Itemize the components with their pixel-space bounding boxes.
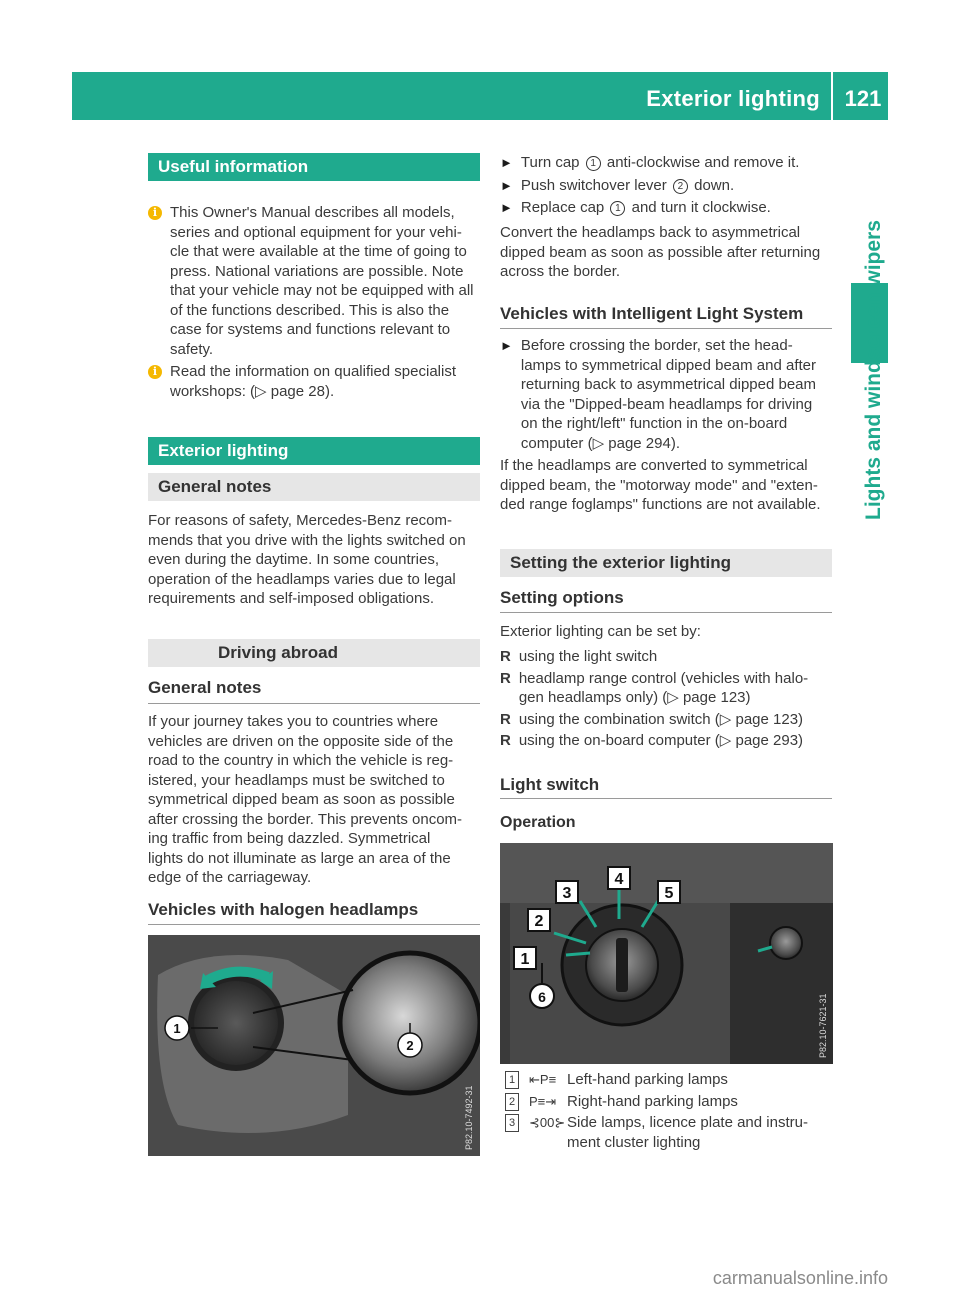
- callout-2: 2: [406, 1038, 414, 1053]
- note-manual-scope-text: [170, 203, 474, 359]
- footer-watermark: carmanualsonline.info: [712, 1268, 888, 1288]
- setting-options-list: [500, 647, 835, 753]
- bullet-item: [500, 710, 835, 730]
- text-line: cle that were available at the time of going to: [170, 243, 467, 260]
- header-title: Exterior lighting: [646, 86, 820, 111]
- text-line: using the light switch: [518, 648, 658, 665]
- driving-abroad-heading: Driving abroad: [148, 639, 480, 667]
- ils-step-text: [521, 336, 816, 453]
- text-line: using the on-board computer (▷ page 293): [518, 732, 804, 749]
- text-line: symmetrical dipped beam as soon as possible: [148, 791, 455, 808]
- text-line: headlamp range control (vehicles with halo-: [518, 669, 809, 687]
- step-text-post: down.: [689, 176, 735, 194]
- bullet-text: [519, 710, 803, 730]
- light-switch-illustration: [500, 843, 833, 1064]
- text-line: requirements and self-imposed obligations.: [148, 590, 434, 607]
- setting-intro: Exterior lighting can be set by:: [500, 623, 701, 640]
- bullet-text: [519, 731, 803, 751]
- bullet-mark: R: [500, 669, 511, 687]
- info-icon: i: [148, 206, 162, 220]
- step-text-pre: Replace cap: [520, 199, 609, 216]
- halogen-headlamp-illustration: [148, 935, 480, 1156]
- text-line: Before crossing the border, set the head-: [520, 337, 793, 354]
- bullet-item: [500, 669, 835, 708]
- legend-row: [505, 1113, 835, 1152]
- step-text: [521, 198, 771, 218]
- setting-options-heading: Setting options: [500, 588, 624, 607]
- text-line: on the right/left" function in the on-board: [520, 415, 788, 432]
- text-line: gen headlamps only) (▷ page 123): [518, 689, 751, 706]
- step-text: [521, 153, 800, 173]
- bullet-text: [519, 669, 808, 708]
- note-manual-scope: [148, 203, 480, 359]
- legend-row: [505, 1070, 835, 1090]
- exterior-lighting-heading: Exterior lighting: [148, 437, 480, 465]
- text-line: dipped beam as soon as possible after returning: [500, 243, 821, 261]
- legend-number: 1: [505, 1071, 519, 1089]
- text-line: istered, your headlamps must be switched to: [148, 771, 445, 789]
- step-text: [521, 176, 734, 196]
- text-line: lamps to symmetrical dipped beam and after: [520, 356, 817, 374]
- legend-text: [567, 1092, 738, 1112]
- legend-number: 3: [505, 1114, 519, 1132]
- ils-heading: Vehicles with Intelligent Light System: [500, 304, 804, 323]
- text-line: via the "Dipped-beam headlamps for driving: [520, 395, 813, 413]
- bullet-mark: R: [500, 732, 511, 749]
- bullet-text: [519, 647, 657, 667]
- text-line: ment cluster lighting: [567, 1133, 701, 1151]
- light-switch-heading: Light switch: [500, 775, 600, 794]
- image-code: P82.10-7621-31: [818, 993, 828, 1058]
- arrow-icon: ►: [500, 155, 513, 170]
- text-line: safety.: [170, 340, 214, 358]
- text-line: after crossing the border. This prevents oncom-: [148, 810, 463, 828]
- text-line: case for systems and functions relevant to: [170, 321, 451, 338]
- callout-2: 2: [534, 913, 544, 930]
- text-line: even during the daytime. In some countries,: [148, 551, 439, 568]
- callout-1: 1: [520, 951, 530, 968]
- divider: [500, 798, 832, 799]
- general-notes-text: [148, 511, 483, 609]
- text-line: of the functions described. This is also the: [170, 301, 450, 319]
- text-line: Side lamps, licence plate and instru-: [567, 1114, 808, 1131]
- divider: [148, 703, 480, 704]
- light-switch-image: [500, 843, 833, 1064]
- callout-5: 5: [664, 885, 674, 902]
- text-line: lights do not illuminate as large an area of the: [148, 849, 451, 867]
- legend-row: [505, 1092, 835, 1112]
- text-line: press. National variations are possible. Note: [170, 262, 464, 280]
- note-workshops: [148, 362, 480, 401]
- text-line: Left-hand parking lamps: [567, 1071, 728, 1088]
- legend-text: [567, 1113, 808, 1152]
- text-line: computer (▷ page 294).: [520, 434, 680, 452]
- halogen-heading: Vehicles with halogen headlamps: [148, 900, 419, 919]
- text-line: workshops: (▷ page 28).: [170, 382, 335, 400]
- useful-info-heading: Useful information: [148, 153, 480, 181]
- lamp-symbol-icon: ⇤P≡: [529, 1072, 557, 1087]
- callout-6: 6: [538, 989, 546, 1005]
- step-text-post: anti-clockwise and remove it.: [602, 154, 800, 171]
- text-line: returning back to asymmetrical dipped beam: [520, 376, 817, 393]
- bullet-item: [500, 647, 835, 667]
- text-line: operation of the headlamps varies due to legal: [148, 570, 456, 588]
- text-line: If the headlamps are converted to symmetrical: [500, 457, 808, 474]
- text-line: ing traffic from being dazzled. Symmetrical: [148, 830, 431, 847]
- divider: [500, 328, 832, 329]
- lamp-symbol-icon: P≡⇥: [529, 1093, 557, 1109]
- halogen-headlamp-image: [148, 935, 480, 1156]
- text-line: across the border.: [500, 263, 621, 280]
- step-text-pre: Turn cap: [520, 154, 584, 171]
- operation-heading: Operation: [500, 814, 576, 831]
- text-line: mends that you drive with the lights switched on: [148, 531, 466, 549]
- text-line: edge of the carriageway.: [148, 869, 312, 886]
- symbol-legend: [505, 1070, 835, 1154]
- text-line: For reasons of safety, Mercedes-Benz recom-: [148, 512, 452, 529]
- text-line: Read the information on qualified specialist: [170, 363, 457, 380]
- arrow-icon: ►: [500, 338, 513, 353]
- divider: [148, 924, 480, 925]
- page-number: 121: [844, 86, 882, 111]
- steps-list: [500, 153, 835, 221]
- callout-1: 1: [173, 1021, 181, 1036]
- text-line: If your journey takes you to countries where: [148, 713, 439, 730]
- text-line: Convert the headlamps back to asymmetrical: [500, 224, 801, 241]
- callout-3: 3: [562, 885, 572, 902]
- step-text-pre: Push switchover lever: [520, 176, 671, 194]
- instruction-step: [500, 153, 835, 173]
- driving-abroad-text: [148, 712, 483, 888]
- lamp-symbol-icon: ⊰00⊱: [529, 1115, 566, 1130]
- info-icon: i: [148, 365, 162, 379]
- text-line: This Owner's Manual describes all models,: [170, 204, 455, 221]
- callout-4: 4: [614, 871, 624, 888]
- text-line: that your vehicle may not be equipped with all: [170, 282, 474, 299]
- text-line: using the combination switch (▷ page 123): [518, 710, 804, 728]
- step-callout-number: 1: [586, 156, 601, 171]
- bullet-item: [500, 731, 835, 751]
- general-notes-heading: General notes: [148, 473, 480, 501]
- instruction-step: [500, 176, 835, 196]
- arrow-icon: ►: [500, 200, 513, 215]
- step-text-post: and turn it clockwise.: [627, 199, 771, 216]
- text-line: road to the country in which the vehicle is reg-: [148, 752, 454, 769]
- convert-text: [500, 223, 835, 282]
- step-callout-number: 2: [673, 179, 688, 194]
- note-workshops-text: [170, 362, 456, 401]
- general-notes-subheading: General notes: [148, 678, 262, 697]
- bullet-mark: R: [500, 648, 511, 665]
- instruction-step: [500, 198, 835, 218]
- setting-heading-text: Setting the exterior lighting: [510, 553, 732, 572]
- setting-heading: [500, 549, 832, 577]
- legend-number: 2: [505, 1093, 519, 1111]
- header-divider: [831, 72, 833, 120]
- text-line: series and optional equipment for your vehi-: [170, 223, 462, 241]
- side-label: Lights and windscreen wipers: [862, 220, 885, 520]
- legend-text: [567, 1070, 728, 1090]
- text-line: dipped beam, the "motorway mode" and "exten-: [500, 476, 818, 494]
- arrow-icon: ►: [500, 177, 513, 193]
- bullet-mark: R: [500, 710, 511, 728]
- divider: [500, 612, 832, 613]
- text-line: vehicles are driven on the opposite side of the: [148, 732, 454, 750]
- ils-step: [500, 336, 835, 453]
- ils-text: [500, 456, 835, 515]
- text-line: ded range foglamps" functions are not available.: [500, 496, 821, 513]
- text-line: Right-hand parking lamps: [567, 1092, 738, 1110]
- step-callout-number: 1: [610, 201, 625, 216]
- image-code: P82.10-7492-31: [464, 1085, 474, 1150]
